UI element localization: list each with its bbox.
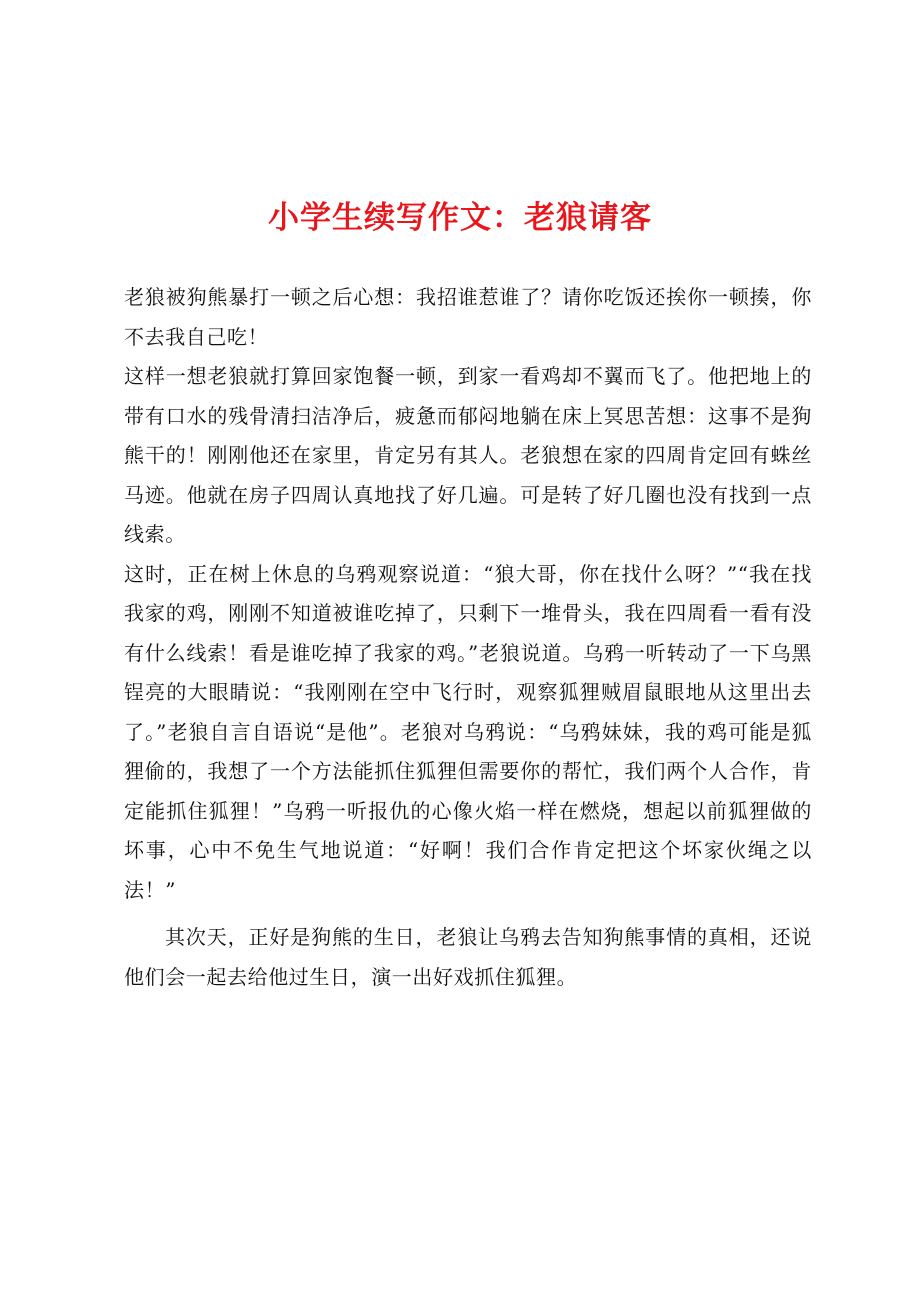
paragraph-2: 这样一想老狼就打算回家饱餐一顿，到家一看鸡却不翼而飞了。他把地上的带有口水的残骨清扫洁净后，疲惫而郁闷地躺在床上冥思苦想：这事不是狗熊干的！刚刚他还在家里，肯定另有其人。老狼想在家的四周肯定回有蛛丝马迹。他就在房子四周认真地找了好几遍。可是转了好几圈也没有找到一点线索。 [124,364,812,546]
document-title: 小学生续写作文：老狼请客 [268,200,652,236]
paragraph-4: 其次天，正好是狗熊的生日，老狼让乌鸦去告知狗熊事情的真相，还说他们会一起去给他过生日，演一出好戏抓住狐狸。 [124,925,812,989]
paragraph-1: 老狼被狗熊暴打一顿之后心想：我招谁惹谁了？请你吃饭还挨你一顿揍，你不去我自己吃！ [124,285,812,349]
paragraph-3: 这时，正在树上休息的乌鸦观察说道：“狼大哥，你在找什么呀？”“我在找我家的鸡，刚刚不知道被谁吃掉了，只剩下一堆骨头，我在四周看一看有没有什么线索！看是谁吃掉了我家的鸡。”老狼说道。乌鸦一听转动了一下乌黑锃亮的大眼睛说：“我刚刚在空中飞行时，观察狐狸贼眉鼠眼地从这里出去了。”老狼自言自语说“是他”。老狼对乌鸦说：“乌鸦妹妹，我的鸡可能是狐狸偷的，我想了一个方法能抓住狐狸但需要你的帮忙，我们两个人合作，肯定能抓住狐狸！”乌鸦一听报仇的心像火焰一样在燃烧，想起以前狐狸做的坏事，心中不免生气地说道：“好啊！我们合作肯定把这个坏家伙绳之以法！” [124,561,812,902]
document-body [124,278,812,997]
